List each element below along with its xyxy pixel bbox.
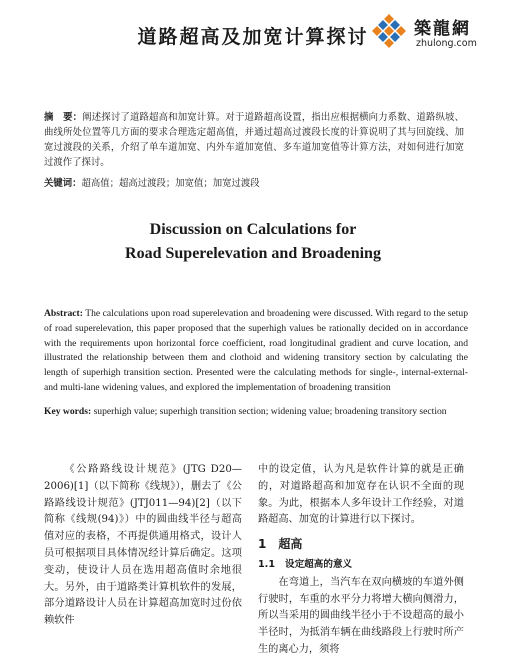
subsection-number: 1.1 xyxy=(258,558,275,570)
body-paragraph: 中的设定值，认为凡是软件计算的就是正确的，对道路超高和加宽存在认识不全面的现象。为此，根据本人多年设计工作经验，对道路超高、加宽的计算进行以下探讨。 xyxy=(258,464,464,526)
english-title-line2: Road Superelevation and Broadening xyxy=(125,245,381,262)
logo-emblem-icon xyxy=(368,10,410,52)
subsection-heading xyxy=(258,557,464,574)
keywords-cn xyxy=(44,175,464,189)
english-title xyxy=(0,218,506,266)
body-column-right xyxy=(258,462,464,659)
section-heading xyxy=(258,536,464,553)
keywords-en-label: Key words: xyxy=(44,406,92,417)
keywords-cn-text: 超高值；超高过渡段；加宽值；加宽过渡段 xyxy=(81,178,260,189)
keywords-en xyxy=(44,405,468,420)
logo-url[interactable]: zhulong.com xyxy=(416,38,477,49)
abstract-en xyxy=(44,307,468,396)
site-logo[interactable] xyxy=(368,8,498,56)
abstract-cn xyxy=(44,110,464,170)
subsection-title: 设定超高的意义 xyxy=(285,558,353,570)
abstract-en-text: The calculations upon road superelevation and broadening were discussed. With regard to the setup of road superelevation, this paper proposed that the superhigh values be rationally decided on in accordance with the requirements upon horizontal force coefficient, road longitudinal gradient and curve location, and illustrated the relationship between them and clothoid and widening transitory section by calculating the length of superhigh transition section. Presented were the calculating methods for single-, internal-external- and multi-lane widening values, and explored the implementation of broadening transition xyxy=(44,308,468,393)
abstract-cn-text: 阐述探讨了道路超高和加宽计算。对于道路超高设置，指出应根据横向力系数、道路纵坡、曲线所处位置等几方面的要求合理选定超高值，并通过超高过渡段长度的计算说明了其与回旋线、加宽过渡段的关系，介绍了单车道加宽、内外车道加宽值、多车道加宽值等计算方法，对如何进行加宽过渡作了探讨。 xyxy=(44,112,464,168)
page-title: 道路超高及加宽计算探讨 xyxy=(137,26,369,48)
keywords-cn-label: 关键词： xyxy=(44,178,82,189)
body-paragraph: 在弯道上，当汽车在双向横坡的车道外侧行驶时，车重的水平分力将增大横向侧滑力，所以当采用的圆曲线半径小于不设超高的最小半径时，为抵消车辆在曲线路段上行驶时所产生的离心力，须将 xyxy=(258,576,464,655)
abstract-en-label: Abstract: xyxy=(44,308,83,319)
english-title-line1: Discussion on Calculations for xyxy=(149,221,357,238)
logo-text: 築龍網 xyxy=(414,19,471,39)
body-paragraph: 《公路路线设计规范》(JTG D20—2006)[1]（以下简称《线规》），删去了《公路路线设计规范》(JTJ011—94)[2]（以下简称《线规(94)》）中的圆曲线半径与超高值对应的表格，不再提供通用格式，设计人员可根据项目具体情况经计算后确定。这项变动，使设计人员在选用超高值时余地很大。另外，由于道路类计算机软件的发展，部分道路设计人员在计算超高加宽时过份依赖软件 xyxy=(44,464,242,627)
abstract-cn-label: 摘 要： xyxy=(44,112,83,123)
section-title: 超高 xyxy=(278,537,303,552)
body-column-left xyxy=(44,462,242,630)
keywords-en-text: superhigh value; superhigh transition section; widening value; broadening transitory section xyxy=(93,406,447,417)
section-number: 1 xyxy=(258,537,267,552)
